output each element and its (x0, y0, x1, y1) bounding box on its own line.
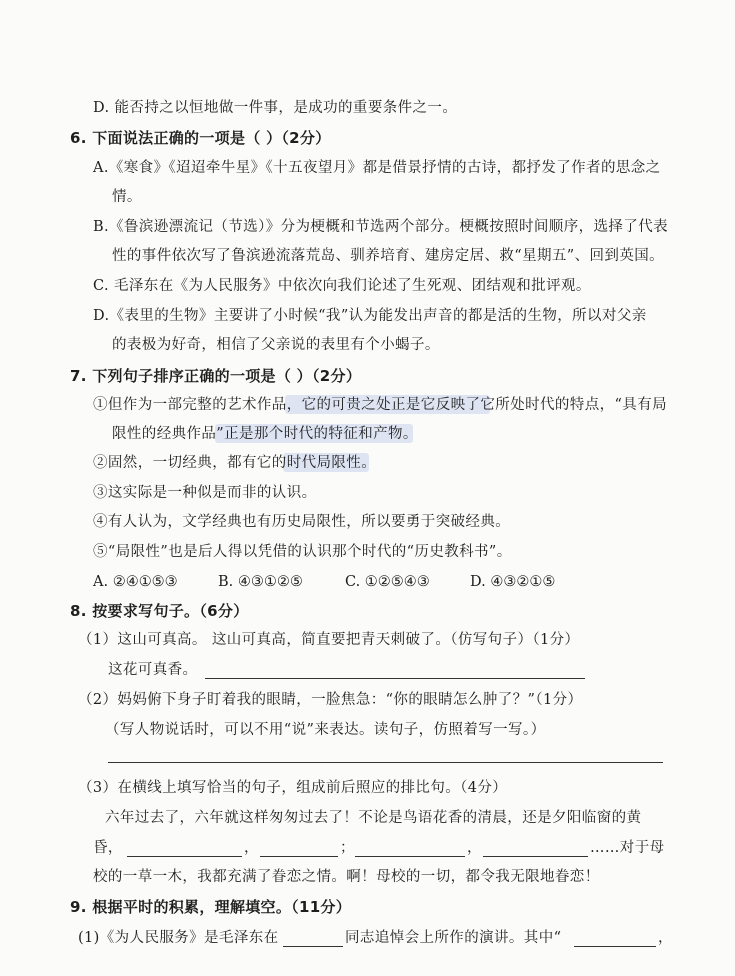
q8-part3-blank-2[interactable] (260, 856, 338, 857)
q8-part3-text-line1: 六年过去了，六年就这样匆匆过去了！不论是鸟语花香的清晨，还是夕阳临窗的黄 (105, 810, 642, 826)
q7-sentence-1-line2: 限性的经典作品”正是那个时代的特征和产物。 (112, 426, 418, 442)
q7-option-b: B. ④③①②⑤ (218, 574, 303, 590)
q6-option-b-line2: 性的事件依次写了鲁滨逊流落荒岛、驯养培育、建房定居、救“星期五”、回到英国。 (112, 248, 665, 264)
q6-option-d-line1: D.《表里的生物》主要讲了小时候“我”认为能发出声音的都是活的生物，所以对父亲 (93, 308, 647, 324)
q8-part1-line2: 这花可真香。 (108, 662, 198, 678)
q8-part2-answer-line[interactable] (108, 762, 663, 763)
q6-option-c: C. 毛泽东在《为人民服务》中依次向我们论述了生死观、团结观和批评观。 (93, 278, 591, 294)
q8-part3-text-seg-e: ……对于母 (590, 840, 665, 856)
q8-part3-text-seg-b: ， (244, 840, 259, 856)
q7-sentence-4: ④有人认为，文学经典也有历史局限性，所以要勇于突破经典。 (93, 514, 511, 530)
q8-part3-stem: （3）在横线上填写恰当的句子，组成前后照应的排比句。（4分） (78, 780, 508, 796)
q6-option-a-line1: A.《寒食》《迢迢牵牛星》《十五夜望月》都是借景抒情的古诗，都抒发了作者的思念之 (93, 160, 661, 176)
q7-sentence-1-line1: ①但作为一部完整的艺术作品，它的可贵之处正是它反映了它所处时代的特点，“具有局 (93, 397, 668, 413)
q8-part1-answer-line[interactable] (205, 678, 585, 679)
q6-stem: 6. 下面说法正确的一项是（ ）（2分） (70, 129, 331, 147)
q7-sentence-3: ③这实际是一种似是而非的认识。 (93, 485, 317, 501)
q8-part2-line2: （写人物说话时，可以不用“说”来表达。读句子，仿照着写一写。） (105, 722, 546, 738)
q8-part2-line1: （2）妈妈俯下身子盯着我的眼睛，一脸焦急：“你的眼睛怎么肿了？”（1分） (78, 692, 583, 708)
q8-part3-text-seg-c: ； (340, 840, 355, 856)
q8-part3-text-line3: 校的一草一木，我都充满了眷恋之情。啊！母校的一切，都令我无限地眷恋！ (93, 869, 600, 885)
q9-stem: 9. 根据平时的积累，理解填空。（11分） (70, 898, 352, 916)
q8-part3-blank-3[interactable] (355, 856, 465, 857)
q6-option-d-line2: 的表极为好奇，相信了父亲说的表里有个小蝎子。 (112, 337, 440, 353)
q8-part3-blank-4[interactable] (483, 856, 588, 857)
q9-part1-seg-a: (1)《为人民服务》是毛泽东在 (78, 930, 279, 946)
q7-option-d: D. ④③②①⑤ (470, 574, 556, 590)
q7-sentence-2: ②固然，一切经典，都有它的时代局限性。 (93, 455, 377, 471)
q8-part3-text-seg-a: 昏， (93, 840, 123, 856)
q7-stem: 7. 下列句子排序正确的一项是（ ）（2分） (70, 367, 362, 385)
q8-part1-line1: （1）这山可真高。 这山可真高，简直要把青天刺破了。（仿写句子）（1分） (78, 632, 580, 648)
q9-part1-blank-2[interactable] (574, 946, 656, 947)
q7-sentence-5: ⑤“局限性”也是后人得以凭借的认识那个时代的“历史教科书”。 (93, 544, 512, 560)
q8-part3-text-seg-d: ， (467, 840, 482, 856)
q9-part1-seg-b: 同志追悼会上所作的演讲。其中“ (345, 930, 562, 946)
q8-part3-blank-1[interactable] (127, 856, 242, 857)
q9-part1-seg-c: ， (658, 930, 673, 946)
q9-part1-blank-1[interactable] (283, 946, 343, 947)
q7-option-c: C. ①②⑤④③ (345, 574, 430, 590)
q5-option-d: D. 能否持之以恒地做一件事，是成功的重要条件之一。 (93, 100, 458, 116)
q7-option-a: A. ②④①⑤③ (93, 574, 178, 590)
q6-option-b-line1: B.《鲁滨逊漂流记（节选）》分为梗概和节选两个部分。梗概按照时间顺序，选择了代表 (93, 219, 669, 235)
q6-option-a-line2: 情。 (112, 189, 142, 205)
q8-stem: 8. 按要求写句子。（6分） (70, 602, 249, 620)
